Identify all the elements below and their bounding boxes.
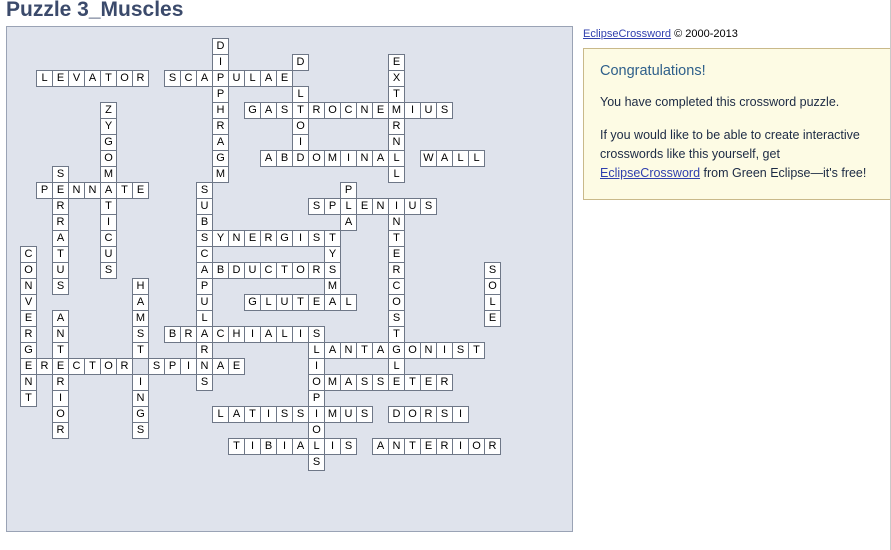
crossword-cell[interactable]: R [260,230,277,247]
crossword-cell[interactable]: S [276,102,293,119]
crossword-cell[interactable]: N [20,374,37,391]
crossword-cell[interactable]: M [388,102,405,119]
crossword-cell[interactable]: E [52,358,69,375]
credit-line [583,28,738,40]
crossword-cell[interactable]: S [52,278,69,295]
crossword-cell[interactable]: P [324,198,341,215]
crossword-cell[interactable]: G [276,230,293,247]
crossword-cell[interactable]: I [436,342,453,359]
crossword-cell[interactable]: B [196,214,213,231]
crossword-cell[interactable]: U [276,294,293,311]
crossword-cell[interactable]: Y [212,230,229,247]
crossword-cell[interactable]: A [228,406,245,423]
crossword-cell[interactable]: U [244,262,261,279]
crossword-cell[interactable]: I [100,214,117,231]
crossword-cell[interactable]: G [244,294,261,311]
copyright-text: © 2000-2013 [674,28,738,40]
crossword-cell[interactable]: E [388,54,405,71]
crossword-cell[interactable]: L [212,406,229,423]
crossword-cell[interactable]: E [52,70,69,87]
crossword-cell[interactable]: A [196,262,213,279]
crossword-cell[interactable]: M [324,374,341,391]
crossword-cell[interactable]: T [276,262,293,279]
crossword-cell[interactable]: S [196,374,213,391]
crossword-cell[interactable]: G [388,342,405,359]
crossword-cell[interactable]: T [404,438,421,455]
crossword-cell[interactable]: N [132,390,149,407]
crossword-cell[interactable]: N [84,182,101,199]
crossword-cell[interactable]: O [388,294,405,311]
crossword-cell[interactable]: S [420,198,437,215]
crossword-cell[interactable]: R [212,118,229,135]
crossword-cell[interactable]: E [372,102,389,119]
crossword-cell[interactable]: A [212,134,229,151]
crossword-cell[interactable]: S [196,182,213,199]
crossword-cell[interactable]: R [484,438,501,455]
crossword-cell[interactable]: C [388,278,405,295]
crossword-cell[interactable]: L [468,150,485,167]
crossword-cell[interactable]: N [340,342,357,359]
crossword-cell[interactable]: S [132,422,149,439]
congrats-text-before-link: If you would like to be able to create interactive crosswords like this yourself, get [600,128,860,161]
crossword-cell[interactable]: A [260,326,277,343]
crossword-cell[interactable]: O [324,102,341,119]
crossword-cell[interactable]: I [276,438,293,455]
crossword-cell[interactable]: T [228,438,245,455]
crossword-cell[interactable]: S [164,70,181,87]
crossword-cell[interactable]: R [388,262,405,279]
crossword-cell[interactable]: D [292,54,309,71]
crossword-cell[interactable]: D [292,150,309,167]
crossword-cell[interactable]: P [164,358,181,375]
congratulations-paragraph-2 [600,126,874,183]
crossword-cell[interactable]: C [212,326,229,343]
congratulations-paragraph-1: You have completed this crossword puzzle. [600,95,840,109]
congratulations-box [583,48,891,200]
crossword-cell[interactable]: S [308,230,325,247]
crossword-cell[interactable]: O [100,358,117,375]
crossword-cell[interactable]: A [100,182,117,199]
crossword-cell[interactable]: M [324,278,341,295]
crossword-cell[interactable]: C [260,262,277,279]
crossword-cell[interactable]: A [436,150,453,167]
crossword-cell[interactable]: L [340,198,357,215]
crossword-cell[interactable]: A [372,342,389,359]
crossword-cell[interactable]: C [196,246,213,263]
crossword-cell[interactable]: R [308,102,325,119]
crossword-cell[interactable]: O [404,406,421,423]
crossword-cell[interactable]: A [260,150,277,167]
crossword-cell[interactable]: A [196,326,213,343]
crossword-cell[interactable]: O [292,262,309,279]
crossword-cell[interactable]: N [356,102,373,119]
crossword-cell[interactable]: L [244,70,261,87]
crossword-cell[interactable]: I [404,102,421,119]
crossword-panel[interactable] [6,26,573,532]
eclipsecrossword-promo-link[interactable]: EclipseCrossword [600,166,701,180]
crossword-cell[interactable]: R [436,438,453,455]
crossword-cell[interactable]: S [436,406,453,423]
crossword-cell[interactable]: T [388,230,405,247]
crossword-cell[interactable]: T [244,406,261,423]
crossword-cell[interactable]: B [212,262,229,279]
crossword-cell[interactable]: O [308,374,325,391]
crossword-cell[interactable]: I [340,150,357,167]
crossword-cell[interactable]: T [100,70,117,87]
crossword-cell[interactable]: N [420,342,437,359]
crossword-cell[interactable]: C [180,70,197,87]
crossword-cell[interactable]: T [132,342,149,359]
crossword-cell[interactable]: A [52,310,69,327]
crossword-cell[interactable]: N [68,182,85,199]
crossword-cell[interactable]: R [52,198,69,215]
crossword-cell[interactable]: U [420,102,437,119]
crossword-cell[interactable]: O [484,278,501,295]
crossword-cell[interactable]: N [52,326,69,343]
eclipsecrossword-credit-link[interactable]: EclipseCrossword [583,28,672,40]
crossword-cell[interactable]: E [276,70,293,87]
crossword-cell[interactable]: U [340,406,357,423]
crossword-cell[interactable]: A [196,70,213,87]
crossword-cell[interactable]: P [340,182,357,199]
crossword-cell[interactable]: L [388,166,405,183]
crossword-cell[interactable]: U [404,198,421,215]
crossword-cell[interactable]: G [212,150,229,167]
crossword-cell[interactable]: T [468,342,485,359]
crossword-cell[interactable]: I [180,358,197,375]
crossword-cell[interactable]: R [308,262,325,279]
crossword-cell[interactable]: G [20,342,37,359]
crossword-cell[interactable]: I [388,198,405,215]
crossword-cell[interactable]: N [356,150,373,167]
crossword-cell[interactable]: T [388,326,405,343]
crossword-cell[interactable]: R [116,358,133,375]
crossword-cell[interactable]: N [196,358,213,375]
crossword-cell[interactable]: O [100,150,117,167]
crossword-cell[interactable]: L [36,70,53,87]
crossword-cell[interactable]: S [452,342,469,359]
crossword-cell[interactable]: Z [100,102,117,119]
crossword-cell[interactable]: E [20,310,37,327]
crossword-cell[interactable]: L [292,86,309,103]
crossword-cell[interactable]: U [100,246,117,263]
crossword-cell[interactable]: S [388,310,405,327]
crossword-cell[interactable]: C [20,246,37,263]
crossword-cell[interactable]: I [308,358,325,375]
crossword-cell[interactable]: T [404,374,421,391]
crossword-cell[interactable]: T [52,246,69,263]
crossword-cell[interactable]: T [356,342,373,359]
crossword-cell[interactable]: A [340,214,357,231]
crossword-cell[interactable]: A [212,358,229,375]
crossword-cell[interactable]: L [196,310,213,327]
crossword-cell[interactable]: G [132,406,149,423]
page-title: Puzzle 3_Muscles [6,0,184,21]
crossword-cell[interactable]: D [388,406,405,423]
crossword-cell[interactable]: U [52,262,69,279]
crossword-cell[interactable]: B [276,150,293,167]
crossword-cell[interactable]: S [308,326,325,343]
crossword-cell[interactable]: R [388,118,405,135]
crossword-cell[interactable]: G [244,102,261,119]
crossword-cell[interactable]: A [292,438,309,455]
crossword-cell[interactable]: E [308,294,325,311]
crossword-cell[interactable]: D [228,262,245,279]
crossword-cell[interactable]: V [68,70,85,87]
crossword-cell[interactable]: S [148,358,165,375]
crossword-cell[interactable]: I [260,406,277,423]
crossword-cell[interactable]: R [132,70,149,87]
crossword-cell[interactable]: M [132,310,149,327]
crossword-cell[interactable]: A [324,294,341,311]
crossword-cell[interactable]: C [68,358,85,375]
crossword-cell[interactable]: N [20,278,37,295]
crossword-cell[interactable]: L [308,342,325,359]
crossword-cell[interactable]: P [196,278,213,295]
crossword-cell[interactable]: S [356,374,373,391]
crossword-cell[interactable]: P [212,70,229,87]
crossword-cell[interactable]: R [20,326,37,343]
crossword-cell[interactable]: S [340,438,357,455]
crossword-cell[interactable]: M [100,166,117,183]
crossword-cell[interactable]: M [324,150,341,167]
crossword-cell[interactable]: I [244,438,261,455]
crossword-cell[interactable]: S [308,198,325,215]
crossword-cell[interactable]: E [420,438,437,455]
crossword-cell[interactable]: A [372,438,389,455]
crossword-cell[interactable]: T [100,198,117,215]
crossword-cell[interactable]: E [356,198,373,215]
crossword-cell[interactable]: R [420,406,437,423]
crossword-cell[interactable]: A [340,374,357,391]
crossword-cell[interactable]: N [372,198,389,215]
crossword-cell[interactable]: I [292,326,309,343]
crossword-cell[interactable]: H [132,278,149,295]
crossword-cell[interactable]: A [324,342,341,359]
crossword-cell[interactable]: Y [324,246,341,263]
crossword-cell[interactable]: S [484,262,501,279]
crossword-cell[interactable]: D [212,38,229,55]
crossword-cell[interactable]: L [484,294,501,311]
crossword-cell[interactable]: A [260,102,277,119]
crossword-cell[interactable]: R [436,374,453,391]
crossword-cell[interactable]: I [452,438,469,455]
crossword-cell[interactable]: E [132,182,149,199]
crossword-cell[interactable]: I [324,438,341,455]
crossword-cell[interactable]: P [308,390,325,407]
crossword-cell[interactable]: T [324,230,341,247]
crossword-cell[interactable]: B [260,438,277,455]
crossword-cell[interactable]: L [340,294,357,311]
crossword-cell[interactable]: I [52,390,69,407]
crossword-cell[interactable]: A [52,230,69,247]
crossword-cell[interactable]: T [20,390,37,407]
crossword-cell[interactable]: R [52,422,69,439]
crossword-cell[interactable]: O [468,438,485,455]
crossword-cell[interactable]: I [308,406,325,423]
crossword-cell[interactable]: L [276,326,293,343]
crossword-cell[interactable]: S [132,326,149,343]
crossword-cell[interactable]: S [372,374,389,391]
crossword-cell[interactable]: M [324,406,341,423]
crossword-cell[interactable]: S [292,406,309,423]
crossword-cell[interactable]: I [212,54,229,71]
crossword-cell[interactable]: E [484,310,501,327]
crossword-cell[interactable]: I [292,230,309,247]
crossword-cell[interactable]: L [388,150,405,167]
congratulations-heading: Congratulations! [600,63,706,79]
crossword-cell[interactable]: V [20,294,37,311]
crossword-cell[interactable]: T [292,102,309,119]
crossword-cell[interactable]: S [324,262,341,279]
crossword-cell[interactable]: H [212,102,229,119]
crossword-cell[interactable]: N [388,134,405,151]
crossword-cell[interactable]: O [52,406,69,423]
crossword-cell[interactable]: U [196,198,213,215]
crossword-cell[interactable]: X [388,70,405,87]
crossword-cell[interactable]: W [420,150,437,167]
crossword-cell[interactable]: S [52,166,69,183]
crossword-cell[interactable]: G [100,134,117,151]
crossword-cell[interactable]: E [420,374,437,391]
crossword-cell[interactable]: O [404,342,421,359]
crossword-cell[interactable]: E [244,230,261,247]
crossword-cell[interactable]: E [20,358,37,375]
crossword-cell[interactable]: A [84,70,101,87]
crossword-cell[interactable]: H [228,326,245,343]
crossword-cell[interactable]: C [100,230,117,247]
crossword-cell[interactable]: T [84,358,101,375]
crossword-cell[interactable]: Y [100,118,117,135]
crossword-cell[interactable]: R [52,214,69,231]
crossword-cell[interactable]: A [260,70,277,87]
crossword-cell[interactable]: O [308,422,325,439]
crossword-cell[interactable]: R [36,358,53,375]
crossword-cell[interactable]: S [100,262,117,279]
crossword-cell[interactable]: C [340,102,357,119]
crossword-cell[interactable]: A [132,294,149,311]
crossword-cell[interactable]: S [308,454,325,471]
crossword-cell[interactable]: N [228,230,245,247]
crossword-cell[interactable]: I [132,374,149,391]
crossword-cell[interactable]: S [276,406,293,423]
crossword-cell[interactable]: N [388,214,405,231]
crossword-cell[interactable]: E [388,374,405,391]
crossword-cell[interactable]: R [180,326,197,343]
crossword-cell[interactable]: O [20,262,37,279]
crossword-cell[interactable]: R [52,374,69,391]
crossword-cell[interactable]: L [388,358,405,375]
crossword-cell[interactable]: U [228,70,245,87]
crossword-cell[interactable]: S [196,230,213,247]
crossword-cell[interactable]: P [212,86,229,103]
crossword-cell[interactable]: I [292,134,309,151]
crossword-cell[interactable]: O [292,118,309,135]
congrats-text-after-link: from Green Eclipse—it's free! [700,166,867,180]
crossword-cell[interactable]: I [452,406,469,423]
crossword-cell[interactable]: R [196,342,213,359]
crossword-cell[interactable]: T [52,342,69,359]
crossword-cell[interactable]: M [212,166,229,183]
crossword-cell[interactable]: O [308,150,325,167]
crossword-cell[interactable]: E [52,182,69,199]
crossword-cell[interactable]: E [388,246,405,263]
crossword-cell[interactable]: T [116,182,133,199]
crossword-cell[interactable]: T [388,86,405,103]
crossword-cell[interactable]: U [196,294,213,311]
crossword-cell[interactable]: P [36,182,53,199]
crossword-cell[interactable]: L [452,150,469,167]
crossword-cell[interactable]: E [228,358,245,375]
crossword-cell[interactable]: I [244,326,261,343]
crossword-cell[interactable]: A [372,150,389,167]
crossword-cell[interactable]: O [116,70,133,87]
crossword-cell[interactable]: L [308,438,325,455]
crossword-cell[interactable]: S [356,406,373,423]
crossword-cell[interactable]: L [260,294,277,311]
crossword-cell[interactable]: T [292,294,309,311]
crossword-cell[interactable]: B [164,326,181,343]
crossword-cell[interactable]: S [436,102,453,119]
crossword-cell[interactable]: N [388,438,405,455]
